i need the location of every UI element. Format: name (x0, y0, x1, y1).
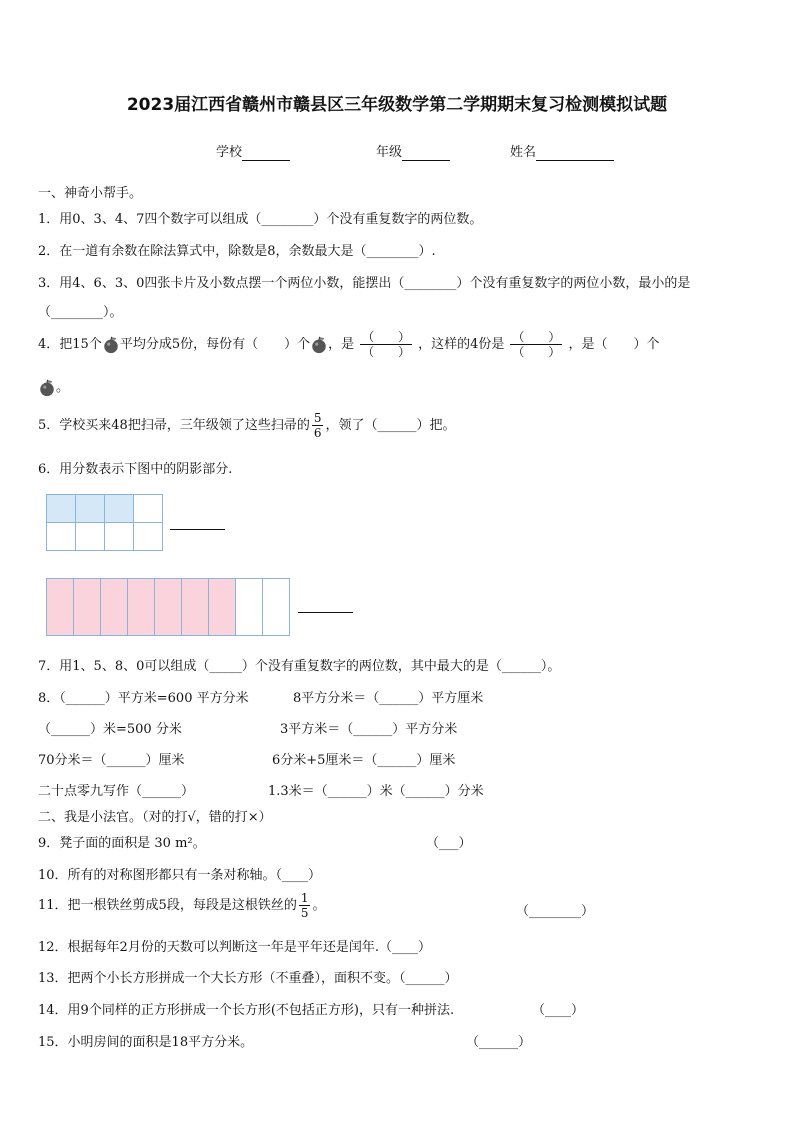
question-3-line-1: 3．用4、6、3、0四张卡片及小数点摆一个两位小数，能摆出（________）个没有重复数字的两位小数，最小的是 (38, 276, 691, 291)
question-10: 10．所有的对称图形都只有一条对称轴。（____） (38, 868, 322, 883)
unshaded-cell (76, 523, 105, 551)
shaded-cell (47, 579, 74, 636)
page-title: 2023届江西省赣州市赣县区三年级数学第二学期期末复习检测模拟试题 (126, 95, 668, 115)
question-4-line-2 (38, 376, 69, 397)
apple-icon (310, 336, 328, 354)
grade-label: 年级 (376, 145, 403, 160)
q4-text-2: 平均分成5份，每份有（ ）个 (119, 337, 311, 352)
q4-text-1: 4．把15个 (38, 337, 102, 352)
name-field (510, 141, 614, 161)
question-4 (38, 328, 659, 362)
shaded-cell (101, 579, 128, 636)
shaded-cell (209, 579, 236, 636)
q8-row-3-left: 70分米＝（______）厘米 (38, 753, 185, 768)
question-6: 6．用分数表示下图中的阴影部分. (38, 462, 233, 477)
fraction-denominator[interactable]: （ ） (362, 345, 411, 359)
school-blank[interactable] (242, 145, 290, 161)
q8-row-1-left: 8．（______）平方米=600 平方分米 (38, 691, 249, 706)
shaded-cell (155, 579, 182, 636)
question-15: 15．小明房间的面积是18平方分米。 (38, 1035, 254, 1050)
question-3-line-2: （________）。 (38, 305, 123, 320)
q4-text-3: ，是 (328, 337, 355, 352)
fraction-numerator[interactable]: （ ） (512, 330, 561, 344)
question-7: 7．用1、5、8、0可以组成（_____）个没有重复数字的两位数，其中最大的是（______）。 (38, 659, 561, 674)
q11-fraction (299, 892, 311, 919)
question-5 (38, 412, 455, 439)
q11-answer-blank[interactable]: （________） (516, 904, 595, 919)
shaded-grid-figure-1 (46, 494, 163, 551)
q8-row-1-right: 8平方分米＝（______）平方厘米 (293, 691, 484, 706)
shaded-cell (76, 495, 105, 523)
q4-text-4: ，这样的4份是 (418, 337, 505, 352)
apple-icon (38, 379, 56, 397)
q14-answer-blank[interactable]: （____） (532, 1003, 585, 1018)
fraction-numerator[interactable]: （ ） (362, 330, 411, 344)
question-12: 12．根据每年2月份的天数可以判断这一年是平年还是闰年.（____） (38, 940, 431, 955)
q4-fraction-1 (360, 331, 412, 358)
shaded-grid-figure-2 (46, 578, 290, 636)
q8-row-2-right: 3平方米＝（______）平方分米 (280, 722, 458, 737)
fraction-numerator: 5 (313, 411, 322, 425)
question-9: 9．凳子面的面积是 30 m²。 (38, 836, 206, 851)
q8-row-3-right: 6分米+5厘米＝（______）厘米 (272, 753, 456, 768)
fraction-denominator[interactable]: （ ） (512, 345, 561, 359)
fraction-denominator: 6 (313, 426, 322, 440)
section-1-heading: 一、神奇小帮手。 (38, 186, 143, 201)
grade-blank[interactable] (402, 145, 450, 161)
unshaded-cell (134, 495, 163, 523)
unshaded-cell (105, 523, 134, 551)
unshaded-cell (263, 579, 290, 636)
school-field (216, 141, 290, 161)
shaded-cell (182, 579, 209, 636)
q5-fraction (312, 412, 324, 439)
question-13: 13．把两个小长方形拼成一个大长方形（不重叠），面积不变。（______） (38, 971, 458, 986)
figure-1-answer-line[interactable] (170, 529, 225, 530)
shaded-cell (74, 579, 101, 636)
q4-text-6: 。 (56, 380, 70, 395)
question-11 (38, 892, 325, 919)
figure-2-answer-line[interactable] (298, 612, 353, 613)
q4-fraction-2 (510, 331, 562, 358)
q8-row-2-left: （______）米=500 分米 (38, 722, 182, 737)
q11-text-1: 11．把一根铁丝剪成5段，每段是这根铁丝的 (38, 898, 297, 913)
unshaded-cell (236, 579, 263, 636)
q8-row-4-left: 二十点零九写作（______） (38, 784, 195, 799)
name-label: 姓名 (510, 145, 537, 160)
shaded-cell (128, 579, 155, 636)
shaded-cell (47, 495, 76, 523)
question-1: 1．用0、3、4、7四个数字可以组成（________）个没有重复数字的两位数。 (38, 212, 483, 227)
apple-icon (102, 336, 120, 354)
q15-answer-blank[interactable]: （______） (466, 1035, 532, 1050)
fraction-numerator: 1 (300, 891, 309, 905)
unshaded-cell (47, 523, 76, 551)
unshaded-cell (134, 523, 163, 551)
q11-text-2: 。 (312, 898, 326, 913)
name-blank[interactable] (536, 145, 614, 161)
question-14: 14．用9个同样的正方形拼成一个长方形(不包括正方形)，只有一种拼法. (38, 1003, 455, 1018)
q8-row-4-right: 1.3米＝（______）米（______）分米 (268, 784, 484, 799)
grade-field (376, 141, 450, 161)
q5-text-1: 5．学校买来48把扫帚，三年级领了这些扫帚的 (38, 418, 310, 433)
fraction-denominator: 5 (300, 906, 309, 920)
q5-text-2: ，领了（______）把。 (325, 418, 456, 433)
q4-text-5: ，是（ ）个 (568, 337, 660, 352)
shaded-cell (105, 495, 134, 523)
q9-answer-blank[interactable]: （___） (426, 836, 472, 851)
question-2: 2．在一道有余数在除法算式中，除数是8，余数最大是（________）. (38, 244, 436, 259)
school-label: 学校 (216, 145, 243, 160)
section-2-heading: 二、我是小法官。（对的打√，错的打×） (38, 810, 272, 825)
